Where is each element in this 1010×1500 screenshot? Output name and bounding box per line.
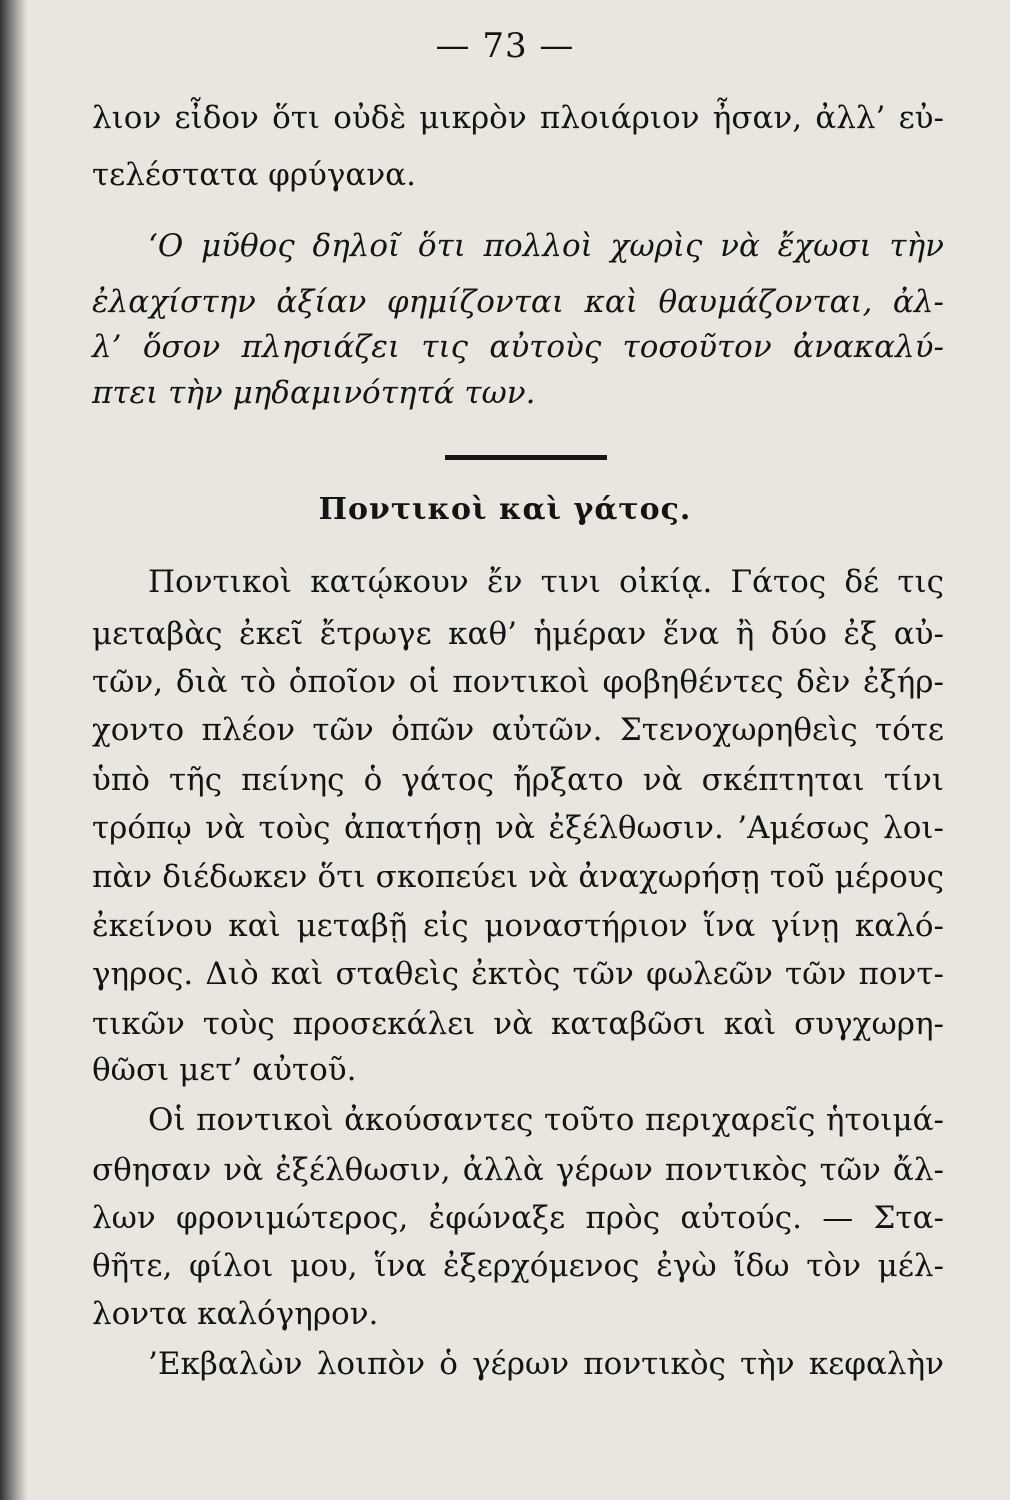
text-line: ’Εκβαλὼν λοιπὸν ὁ γέρων ποντικὸς τὴν κεφαλὴν bbox=[148, 1346, 944, 1382]
text-line: τρόπῳ νὰ τοὺς ἀπατήσῃ νὰ ἐξέλθωσιν. ’Αμέσως λοι- bbox=[92, 810, 944, 846]
text-line: ὑπὸ τῆς πείνης ὁ γάτος ἤρξατο νὰ σκέπτηται τίνι bbox=[92, 762, 944, 798]
text-line: λων φρονιμώτερος, ἐφώναξε πρὸς αὐτούς. — Στα- bbox=[92, 1200, 944, 1236]
section-divider bbox=[445, 455, 607, 460]
text-line: λοντα καλόγηρον. bbox=[92, 1296, 379, 1332]
moral-line: ἐλαχίστην ἀξίαν φημίζονται καὶ θαυμάζονται, ἀλ- bbox=[92, 284, 944, 320]
moral-line: πτει τὴν μηδαμινότητά των. bbox=[92, 375, 536, 411]
text-line: τῶν, διὰ τὸ ὁποῖον οἱ ποντικοὶ φοβηθέντες δὲν ἐξήρ- bbox=[92, 664, 944, 700]
text-line: Οἱ ποντικοὶ ἀκούσαντες τοῦτο περιχαρεῖς ἡτοιμά- bbox=[148, 1102, 944, 1138]
text-line: Ποντικοὶ κατῴκουν ἔν τινι οἰκίᾳ. Γάτος δέ τις bbox=[148, 564, 944, 600]
text-line: χοντο πλέον τῶν ὀπῶν αὐτῶν. Στενοχωρηθεὶς τότε bbox=[92, 712, 944, 748]
moral-line: ‘Ο μῦθος δηλοῖ ὅτι πολλοὶ χωρὶς νὰ ἔχωσι τὴν bbox=[148, 228, 944, 264]
page-number: — 73 — bbox=[435, 26, 575, 66]
binding-shadow bbox=[0, 0, 28, 1500]
text-line: τικῶν τοὺς προσεκάλει νὰ καταβῶσι καὶ συγχωρη- bbox=[92, 1006, 944, 1042]
section-heading: Ποντικοὶ καὶ γάτος. bbox=[318, 492, 692, 527]
text-line: θῆτε, φίλοι μου, ἵνα ἐξερχόμενος ἐγὼ ἴδω τὸν μέλ- bbox=[92, 1248, 944, 1284]
text-line: τελέστατα φρύγανα. bbox=[92, 157, 416, 193]
text-line: λιον εἶδον ὅτι οὐδὲ μικρὸν πλοιάριον ἦσαν, ἀλλ’ εὐ- bbox=[92, 100, 944, 136]
text-line: μεταβὰς ἐκεῖ ἔτρωγε καθ’ ἡμέραν ἕνα ἢ δύο ἐξ αὐ- bbox=[92, 616, 944, 652]
text-line: σθησαν νὰ ἐξέλθωσιν, ἀλλὰ γέρων ποντικὸς τῶν ἄλ- bbox=[92, 1152, 944, 1188]
text-line: ἐκείνου καὶ μεταβῇ εἰς μοναστήριον ἵνα γίνῃ καλό- bbox=[92, 908, 944, 944]
text-line: θῶσι μετ’ αὐτοῦ. bbox=[92, 1052, 357, 1088]
moral-line: λ’ ὅσον πλησιάζει τις αὐτοὺς τοσοῦτον ἀνακαλύ- bbox=[92, 329, 944, 365]
text-line: γηρος. Διὸ καὶ σταθεὶς ἐκτὸς τῶν φωλεῶν τῶν ποντ- bbox=[92, 956, 944, 992]
text-line: πὰν διέδωκεν ὅτι σκοπεύει νὰ ἀναχωρήσῃ τοῦ μέρους bbox=[92, 859, 944, 895]
